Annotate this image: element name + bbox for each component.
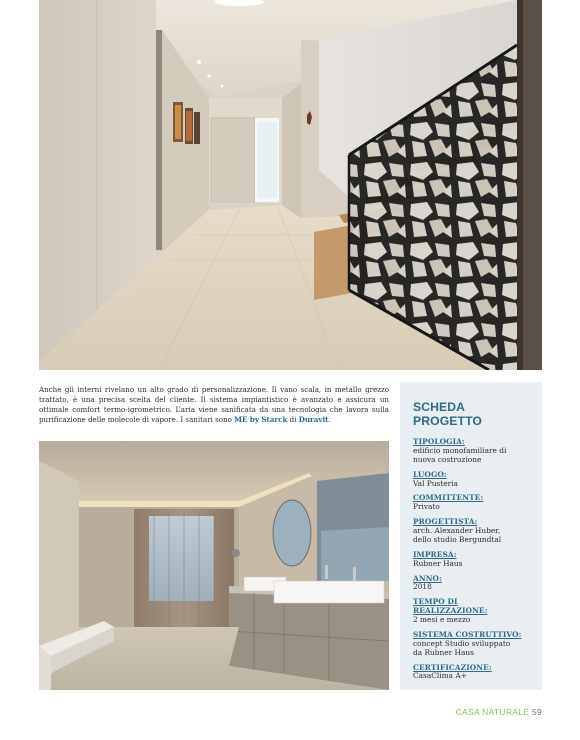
photo-corridor-staircase (39, 0, 542, 370)
body-text-part: . (328, 415, 331, 425)
entry-tipologia (413, 438, 530, 465)
entry-progettista (413, 518, 530, 545)
entry-value: Privato (413, 502, 440, 512)
entry-label: TIPOLOGIA: (413, 437, 465, 446)
page-footer (456, 707, 542, 717)
project-sheet (400, 382, 542, 690)
entry-value: Rubner Haus (413, 558, 463, 568)
entry-committente (413, 494, 530, 512)
entry-value: CasaClima A+ (413, 671, 467, 681)
entry-label: LUOGO: (413, 469, 447, 479)
entry-label: SISTEMA COSTRUTTIVO: (413, 629, 522, 639)
entry-value: da Rubner Haus (413, 647, 474, 657)
page-number: 59 (531, 707, 542, 717)
entry-value: dello studio Bergundtal (413, 534, 502, 544)
entry-tempo-di-realizzazione (413, 598, 530, 625)
body-text-part: Anche gli interni rivelano un alto grado di personalizzazione. Il vano scala, in metallo grezzo trattato, è una precisa scelta del cliente. Il sistema impiantistico è avanzato e assicura un ottimale comfort termo-igrometrico. L’aria viene sanificata da una tecnologia che lavora sulla purificazione delle molecole di vapore. I sanitari sono (39, 385, 389, 425)
body-text (39, 385, 389, 425)
entry-sistema-costruttivo (413, 631, 530, 658)
entry-impresa (413, 551, 530, 569)
body-text-part: di (287, 415, 299, 425)
project-sheet-title: SCHEDA PROGETTO (413, 400, 482, 428)
entry-value: 2018 (413, 582, 432, 592)
entry-luogo (413, 471, 530, 489)
entry-label: COMMITTENTE: (413, 493, 484, 503)
entry-label: TEMPO DI REALIZZAZIONE: (413, 597, 488, 616)
entry-value: Val Pusteria (413, 478, 458, 488)
magazine-name: CASA NATURALE (455, 707, 530, 717)
entry-value: arch. Alexander Huber, (413, 526, 501, 535)
brand-duravit: Duravit (298, 415, 329, 425)
entry-label: ANNO: (413, 573, 442, 583)
entry-label: PROGETTISTA: (413, 517, 478, 527)
photo-bathroom (39, 441, 389, 690)
entry-label: IMPRESA: (413, 549, 457, 559)
entry-value: nuova costruzione (413, 454, 482, 464)
brand-me-by-starck: ME by Starck (234, 415, 288, 425)
entry-value: edificio monofamiliare di (413, 445, 507, 455)
entry-label: CERTIFICAZIONE: (413, 662, 492, 672)
entry-value: 2 mesi e mezzo (413, 615, 471, 624)
entry-anno (413, 575, 530, 593)
entry-value: concept Studio sviluppato (413, 638, 511, 648)
entry-certificazione (413, 664, 530, 682)
